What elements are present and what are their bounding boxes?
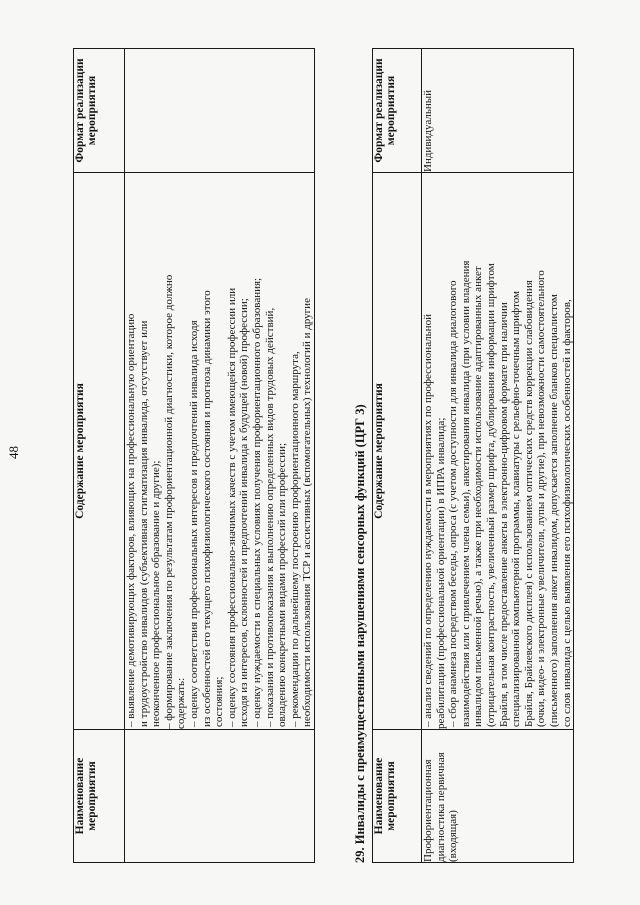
column-header-name: Наименование мероприятия xyxy=(373,730,422,863)
content-line: – формирование заключения по результатам профориентационной диагностики, которое должно xyxy=(162,274,175,729)
table-section-29 xyxy=(372,48,574,863)
content-line: из особенностей его текущего психофизиологического состояния и прогноза динамики этого xyxy=(200,290,213,727)
content-line: – сбор анамнеза посредством беседы, опроса (с учетом доступности для инвалида диалогового xyxy=(447,280,460,727)
cell-content xyxy=(125,173,315,730)
content-line: (отрицательная контрастность, увеличенный размер шрифта, дублирования информации шрифтом xyxy=(484,263,497,727)
content-line: взаимодействия или с привлечением члена семьи), анкетирования инвалида (при условии владения xyxy=(459,260,472,727)
content-line: Брайля, в том числе предоставление анкеты в электронно-цифровом формате при наличии xyxy=(497,302,510,727)
column-header-format: Формат реализации мероприятия xyxy=(373,49,422,173)
content-line: – показания и противопоказания к выполнению определенных видов трудовых действий, xyxy=(263,307,276,727)
content-line: – анализ сведений по определению нуждаемости в мероприятиях по профессиональной xyxy=(422,314,434,727)
content-line: (письменного) заполнения анкет инвалидом, допускается заполнение бланков специалистом xyxy=(547,294,560,727)
cell-content xyxy=(422,173,574,730)
cell-format: Индивидуальный xyxy=(422,49,574,173)
content-line: – рекомендации по дальнейшему построению профориентационного маршрута, xyxy=(288,351,301,727)
table-header-row xyxy=(373,49,422,863)
cell-format-empty xyxy=(125,49,315,173)
content-line: Брайля, Брайлевского дисплея) с использованием оптических средств коррекции слабовидения xyxy=(522,280,535,727)
content-line: специализированной компьютерной программы, клавиатуры с рельефно-точечным шрифтом xyxy=(510,290,523,727)
content-line: (очки, видео- и электронные увеличители, лупы и другие), при невозможности самостоятельного xyxy=(535,270,548,727)
content-line: неоконченное профессиональное образование и другие); xyxy=(150,460,163,727)
content-line: инвалидом письменной речью), а также при необходимости использование адаптированных анкет xyxy=(472,266,485,727)
table-header-row xyxy=(74,49,125,863)
column-header-content: Содержание мероприятия xyxy=(373,173,422,730)
content-line: – оценку состояния профессионально-значимых качеств с учетом имеющейся профессии или xyxy=(225,287,238,727)
section-title: 29. Инвалиды с преимущественными нарушениями сенсорных функций (ЦРГ 3) xyxy=(353,404,367,863)
content-line: реабилитации (профессиональной ориентации) в ИПРА инвалида; xyxy=(434,417,447,729)
page-number: 48 xyxy=(6,446,21,459)
cell-event-name: Профориентационная диагностика первичная (входящая) xyxy=(422,730,574,863)
content-line: овладению конкретными видами профессий или профессии; xyxy=(276,442,289,727)
column-header-format: Формат реализации мероприятия xyxy=(74,49,125,173)
content-line: – оценку нуждаемости в специальных условиях получения профориентационного образования; xyxy=(250,277,263,727)
content-line: состояния; xyxy=(213,676,226,727)
table-row xyxy=(125,49,315,863)
content-line: исходя из интересов, склонностей и предпочтений инвалида к будущей (новой) профессии; xyxy=(238,298,251,727)
content-line: – выявление демотивирующих факторов, влияющих на профессиональную ориентацию xyxy=(125,313,137,727)
cell-name-empty xyxy=(125,730,315,863)
content-line: и трудоустройство инвалидов (субъективная стигматизация инвалида, отсутствует или xyxy=(137,320,150,727)
table-row xyxy=(422,49,574,863)
table-continuation xyxy=(73,48,315,863)
content-line: необходимости использования ТСР и ассистивных (вспомогательных) технологий и другие xyxy=(301,298,314,727)
content-line: содержать: xyxy=(175,677,188,729)
column-header-content: Содержание мероприятия xyxy=(74,173,125,730)
content-line: – оценку соответствия профессиональных интересов и предпочтений инвалида исходя xyxy=(187,320,200,727)
column-header-name: Наименование мероприятия xyxy=(74,730,125,863)
content-line: со слов инвалида с целью выявления его психофизиологических особенностей и факторов, xyxy=(560,299,573,727)
